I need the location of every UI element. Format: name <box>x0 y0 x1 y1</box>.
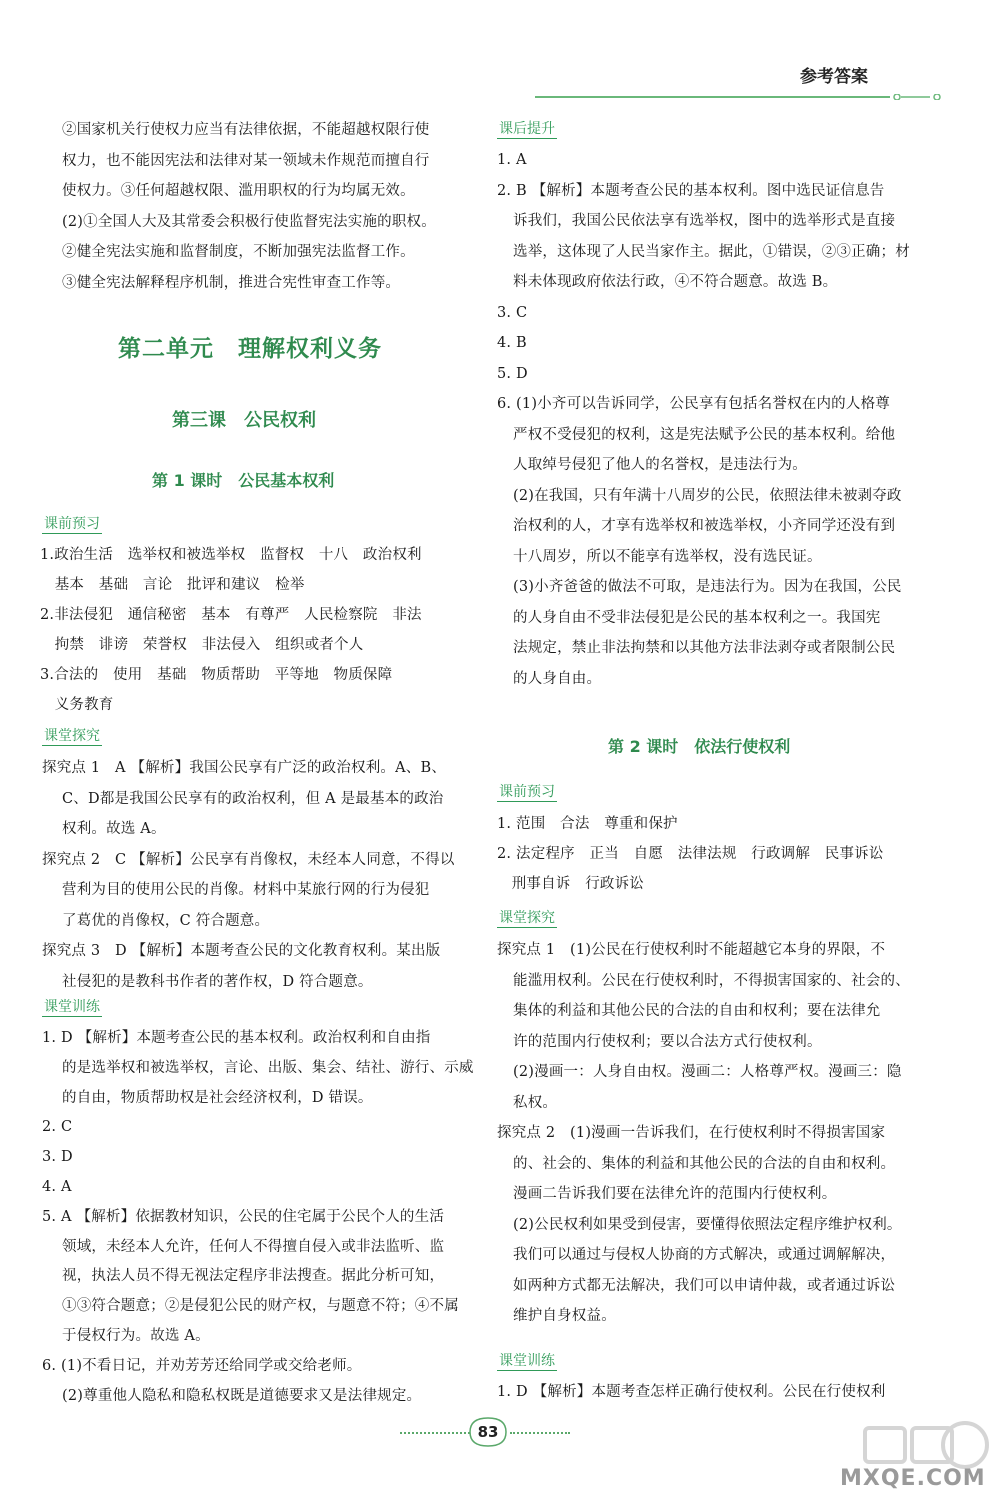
text-line: 2.非法侵犯 通信秘密 基本 有尊严 人民检察院 非法 <box>40 607 422 623</box>
unit-title: 第二单元 理解权利义务 <box>118 336 382 362</box>
text-line: 营利为目的使用公民的肖像。材料中某旅行网的行为侵犯 <box>62 882 430 898</box>
text-line: 视，执法人员不得无视法定程序非法搜查。据此分析可知， <box>62 1268 445 1285</box>
text-line: 探究点 3 D 【解析】本题考查公民的文化教育权利。某出版 <box>42 943 441 959</box>
text-line: 探究点 1 (1)公民在行使权利时不能超越它本身的界限，不 <box>497 942 886 958</box>
tag-explore-right: 课堂探究 <box>499 910 555 926</box>
tag-training-right: 课堂训练 <box>499 1353 555 1369</box>
text-line: 法规定，禁止非法拘禁和以其他方法非法剥夺或者限制公民 <box>513 640 896 656</box>
text-line: 刑事自诉 行政诉讼 <box>497 876 644 892</box>
text-line: ③健全宪法解释程序机制，推进合宪性审查工作等。 <box>62 274 401 291</box>
text-line: 探究点 2 (1)漫画一告诉我们，在行使权利时不得损害国家 <box>497 1125 886 1141</box>
text-line: 诉我们，我国公民依法享有选举权，图中的选举形式是直接 <box>513 213 896 229</box>
text-line: 6. (1)小齐可以告诉同学，公民享有包括名誉权在内的人格尊 <box>497 396 890 412</box>
text-line: 于侵权行为。故选 A。 <box>62 1328 210 1344</box>
text-line: 领域，未经本人允许，任何人不得擅自侵入或非法监听、监 <box>62 1238 445 1255</box>
tag-explore-left: 课堂探究 <box>44 728 100 744</box>
text-line: 使权力。③任何超越权限、滥用职权的行为均属无效。 <box>62 183 415 199</box>
text-line: 2. B 【解析】本题考查公民的基本权利。图中选民证信息告 <box>497 182 885 199</box>
text-line: 2. C <box>42 1119 73 1136</box>
lesson-title: 第三课 公民权利 <box>172 410 316 431</box>
text-line: 人取绰号侵犯了他人的名誉权，是违法行为。 <box>513 457 807 473</box>
text-line: 4. B <box>497 335 527 351</box>
text-line: 的、社会的、集体的利益和其他公民的合法的自由和权利。 <box>513 1155 896 1172</box>
text-line: 1. 范围 合法 尊重和保护 <box>497 816 678 832</box>
text-line: 1.政治生活 选举权和被选举权 监督权 十八 政治权利 <box>40 547 422 563</box>
tag-preview-left: 课前预习 <box>44 516 100 532</box>
text-line: (2)在我国，只有年满十八周岁的公民，依照法律未被剥夺政 <box>513 487 902 504</box>
text-line: (2)①全国人大及其常委会积极行使监督宪法实施的职权。 <box>62 213 436 230</box>
text-line: 5. D <box>497 365 528 382</box>
text-line: 严权不受侵犯的权利，这是宪法赋予公民的基本权利。给他 <box>513 426 896 443</box>
text-line: 我们可以通过与侵权人协商的方式解决，或通过调解解决， <box>513 1247 896 1263</box>
text-line: 3. D <box>42 1149 73 1166</box>
text-line: 能滥用权利。公民在行使权利时，不得损害国家的、社会的、 <box>513 972 910 989</box>
text-line: 选举，这体现了人民当家作主。据此，①错误，②③正确；材 <box>513 243 910 260</box>
tag-training-left: 课堂训练 <box>44 999 100 1015</box>
text-line: (2)漫画一：人身自由权。漫画二：人格尊严权。漫画三：隐 <box>513 1064 902 1080</box>
period-title-2: 第 2 课时 依法行使权利 <box>608 737 791 756</box>
footer-dots-right <box>510 1432 570 1436</box>
text-line: 漫画二告诉我们要在法律允许的范围内行使权利。 <box>513 1186 837 1202</box>
text-line: 1. D 【解析】本题考查怎样正确行使权利。公民在行使权利 <box>497 1384 886 1400</box>
text-line: (2)公民权利如果受到侵害，要懂得依照法定程序维护权利。 <box>513 1216 902 1233</box>
text-line: 集体的利益和其他公民的合法的自由和权利；要在法律允 <box>513 1003 881 1019</box>
period-title-1: 第 1 课时 公民基本权利 <box>152 471 335 490</box>
text-line: 3.合法的 使用 基础 物质帮助 平等地 物质保障 <box>40 667 393 683</box>
page-number: 83 <box>477 1423 499 1441</box>
text-line: 义务教育 <box>40 697 114 713</box>
text-line: 探究点 1 A 【解析】我国公民享有广泛的政治权利。A、B、 <box>42 760 447 776</box>
text-line: ②健全宪法实施和监督制度，不断加强宪法监督工作。 <box>62 244 415 260</box>
watermark-text: MXQE.COM <box>840 1466 986 1491</box>
tag-after-right: 课后提升 <box>499 121 555 137</box>
text-line: 权力，也不能因宪法和法律对某一领域未作规范而擅自行 <box>62 152 430 169</box>
text-line: 的自由，物质帮助权是社会经济权利，D 错误。 <box>62 1089 373 1106</box>
tag-preview-right: 课前预习 <box>499 784 555 800</box>
text-line: 5. A 【解析】依据教材知识，公民的住宅属于公民个人的生活 <box>42 1208 445 1225</box>
text-line: C、D都是我国公民享有的政治权利，但 A 是最基本的政治 <box>62 790 444 807</box>
text-line: 的是选举权和被选举权，言论、出版、集会、结社、游行、示威 <box>62 1059 474 1076</box>
footer-dots-left <box>400 1432 470 1436</box>
text-line: 许的范围内行使权利；要以合法方式行使权利。 <box>513 1033 822 1050</box>
text-line: 1. D 【解析】本题考查公民的基本权利。政治权利和自由指 <box>42 1030 431 1046</box>
text-line: 如两种方式都无法解决，我们可以申请仲裁，或者通过诉讼 <box>513 1277 896 1294</box>
text-line: 的人身自由不受非法侵犯是公民的基本权利之一。我国宪 <box>513 609 881 626</box>
text-line: (2)尊重他人隐私和隐私权既是道德要求又是法律规定。 <box>62 1387 422 1404</box>
text-line: 3. C <box>497 304 528 321</box>
text-line: 基本 基础 言论 批评和建议 检举 <box>40 577 305 593</box>
text-line: 1. A <box>497 152 527 168</box>
text-line: ①③符合题意；②是侵犯公民的财产权，与题意不符；④不属 <box>62 1298 459 1315</box>
text-line: (3)小齐爸爸的做法不可取，是违法行为。因为在我国，公民 <box>513 579 902 595</box>
text-line: 十八周岁，所以不能享有选举权，没有选民证。 <box>513 548 822 565</box>
text-line: 2. 法定程序 正当 自愿 法律法规 行政调解 民事诉讼 <box>497 846 884 862</box>
text-line: 私权。 <box>513 1094 558 1111</box>
text-line: 拘禁 诽谤 荣誉权 非法侵入 组织或者个人 <box>40 637 364 653</box>
header-rule <box>535 94 945 100</box>
text-line: 4. A <box>42 1179 72 1195</box>
text-line: 的人身自由。 <box>513 670 602 687</box>
text-line: 社侵犯的是教科书作者的著作权，D 符合题意。 <box>62 973 373 990</box>
text-line: 料未体现政府依法行政，④不符合题意。故选 B。 <box>513 274 838 290</box>
text-line: 权利。故选 A。 <box>62 821 166 837</box>
text-line: 探究点 2 C 【解析】公民享有肖像权，未经本人同意，不得以 <box>42 851 455 868</box>
text-line: 维护自身权益。 <box>513 1308 616 1324</box>
text-line: 了葛优的肖像权，C 符合题意。 <box>62 912 270 929</box>
text-line: ②国家机关行使权力应当有法律依据，不能超越权限行使 <box>62 122 430 138</box>
header-title: 参考答案 <box>800 67 868 87</box>
text-line: 6. (1)不看日记，并劝芳芳还给同学或交给老师。 <box>42 1357 362 1374</box>
text-line: 治权利的人，才享有选举权和被选举权，小齐同学还没有到 <box>513 518 896 534</box>
